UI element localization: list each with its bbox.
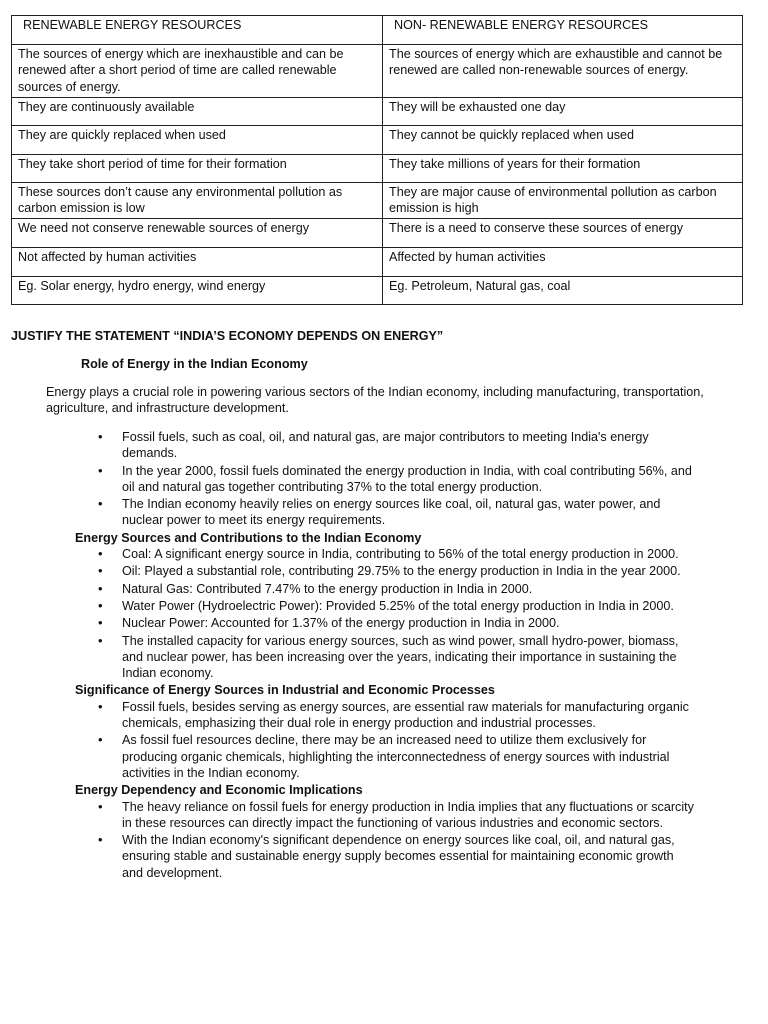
list-item: • Natural Gas: Contributed 7.47% to the energy production in India in 2000. bbox=[122, 581, 697, 597]
table-row bbox=[12, 277, 743, 305]
answer-body bbox=[0, 429, 768, 882]
list-item: • Oil: Played a substantial role, contributing 29.75% to the energy production in India in the year 2000. bbox=[122, 563, 697, 579]
table-cell: The sources of energy which are exhaustible and cannot be renewed are called non-renewable sources of energy. bbox=[383, 45, 743, 98]
section-heading: Energy Dependency and Economic Implications bbox=[75, 783, 363, 798]
list-item: • Coal: A significant energy source in India, contributing to 56% of the total energy production in 2000. bbox=[122, 546, 697, 562]
role-heading: Role of Energy in the Indian Economy bbox=[81, 357, 308, 371]
table-row bbox=[12, 97, 743, 125]
list-item: • In the year 2000, fossil fuels dominated the energy production in India, with coal contributing 56%, and oil and natural gas together contributing 37% to the total energy production. bbox=[122, 463, 697, 496]
table-cell: They are quickly replaced when used bbox=[12, 125, 383, 154]
comparison-table bbox=[11, 15, 743, 305]
table-row bbox=[12, 182, 743, 219]
bullet-list bbox=[0, 546, 768, 681]
table-cell: There is a need to conserve these sources of energy bbox=[383, 219, 743, 248]
table-row bbox=[12, 154, 743, 182]
header-non-renewable: NON- RENEWABLE ENERGY RESOURCES bbox=[383, 16, 743, 45]
section-heading: Significance of Energy Sources in Industrial and Economic Processes bbox=[75, 683, 495, 698]
bullet-list bbox=[0, 429, 768, 529]
section-heading: Energy Sources and Contributions to the Indian Economy bbox=[75, 530, 422, 545]
table-header-row bbox=[12, 16, 743, 45]
table-cell: Eg. Petroleum, Natural gas, coal bbox=[383, 277, 743, 305]
list-item: • Fossil fuels, such as coal, oil, and natural gas, are major contributors to meeting India's energy demands. bbox=[122, 429, 697, 462]
list-item: • Nuclear Power: Accounted for 1.37% of the energy production in India in 2000. bbox=[122, 615, 697, 631]
table-cell: They take short period of time for their formation bbox=[12, 154, 383, 182]
bullet-list bbox=[0, 799, 768, 881]
table-cell: Affected by human activities bbox=[383, 248, 743, 277]
table-cell: They cannot be quickly replaced when used bbox=[383, 125, 743, 154]
list-item: • Fossil fuels, besides serving as energy sources, are essential raw materials for manufacturing organic chemicals, emphasizing their dual role in energy production and industrial processes. bbox=[122, 699, 697, 732]
table-cell: They are continuously available bbox=[12, 97, 383, 125]
header-renewable: RENEWABLE ENERGY RESOURCES bbox=[12, 16, 383, 45]
question-title: JUSTIFY THE STATEMENT “INDIA’S ECONOMY DEPENDS ON ENERGY” bbox=[11, 329, 444, 343]
table-row bbox=[12, 125, 743, 154]
list-item: • The heavy reliance on fossil fuels for energy production in India implies that any fluctuations or scarcity in these resources can directly impact the functioning of various industries and economic sectors. bbox=[122, 799, 697, 832]
table-row bbox=[12, 248, 743, 277]
intro-paragraph: Energy plays a crucial role in powering various sectors of the Indian economy, including manufacturing, transportation, agriculture, and infrastructure development. bbox=[46, 385, 704, 416]
list-item: • With the Indian economy's significant dependence on energy sources like coal, oil, and natural gas, ensuring stable and sustainable energy supply becomes essential for maintaining economic growth and development. bbox=[122, 832, 697, 881]
table-cell: Not affected by human activities bbox=[12, 248, 383, 277]
list-item: • As fossil fuel resources decline, there may be an increased need to utilize them exclusively for producing organic chemicals, highlighting the interconnectedness of energy sources with industrial activities in the Indian economy. bbox=[122, 732, 697, 781]
table-cell: They are major cause of environmental pollution as carbon emission is high bbox=[383, 182, 743, 219]
table-cell: The sources of energy which are inexhaustible and can be renewed after a short period of time are called renewable sources of energy. bbox=[12, 45, 383, 98]
list-item: • The installed capacity for various energy sources, such as wind power, small hydro-power, biomass, and nuclear power, has been increasing over the years, indicating their importance in sustaining the Indian economy. bbox=[122, 633, 697, 682]
table-cell: They take millions of years for their formation bbox=[383, 154, 743, 182]
list-item: • Water Power (Hydroelectric Power): Provided 5.25% of the total energy production in India in 2000. bbox=[122, 598, 697, 614]
bullet-list bbox=[0, 699, 768, 781]
table-row bbox=[12, 219, 743, 248]
table-cell: We need not conserve renewable sources of energy bbox=[12, 219, 383, 248]
table-row bbox=[12, 45, 743, 98]
table-cell: They will be exhausted one day bbox=[383, 97, 743, 125]
table-cell: Eg. Solar energy, hydro energy, wind energy bbox=[12, 277, 383, 305]
table-cell: These sources don’t cause any environmental pollution as carbon emission is low bbox=[12, 182, 383, 219]
list-item: • The Indian economy heavily relies on energy sources like coal, oil, natural gas, water power, and nuclear power to meet its energy requirements. bbox=[122, 496, 697, 529]
